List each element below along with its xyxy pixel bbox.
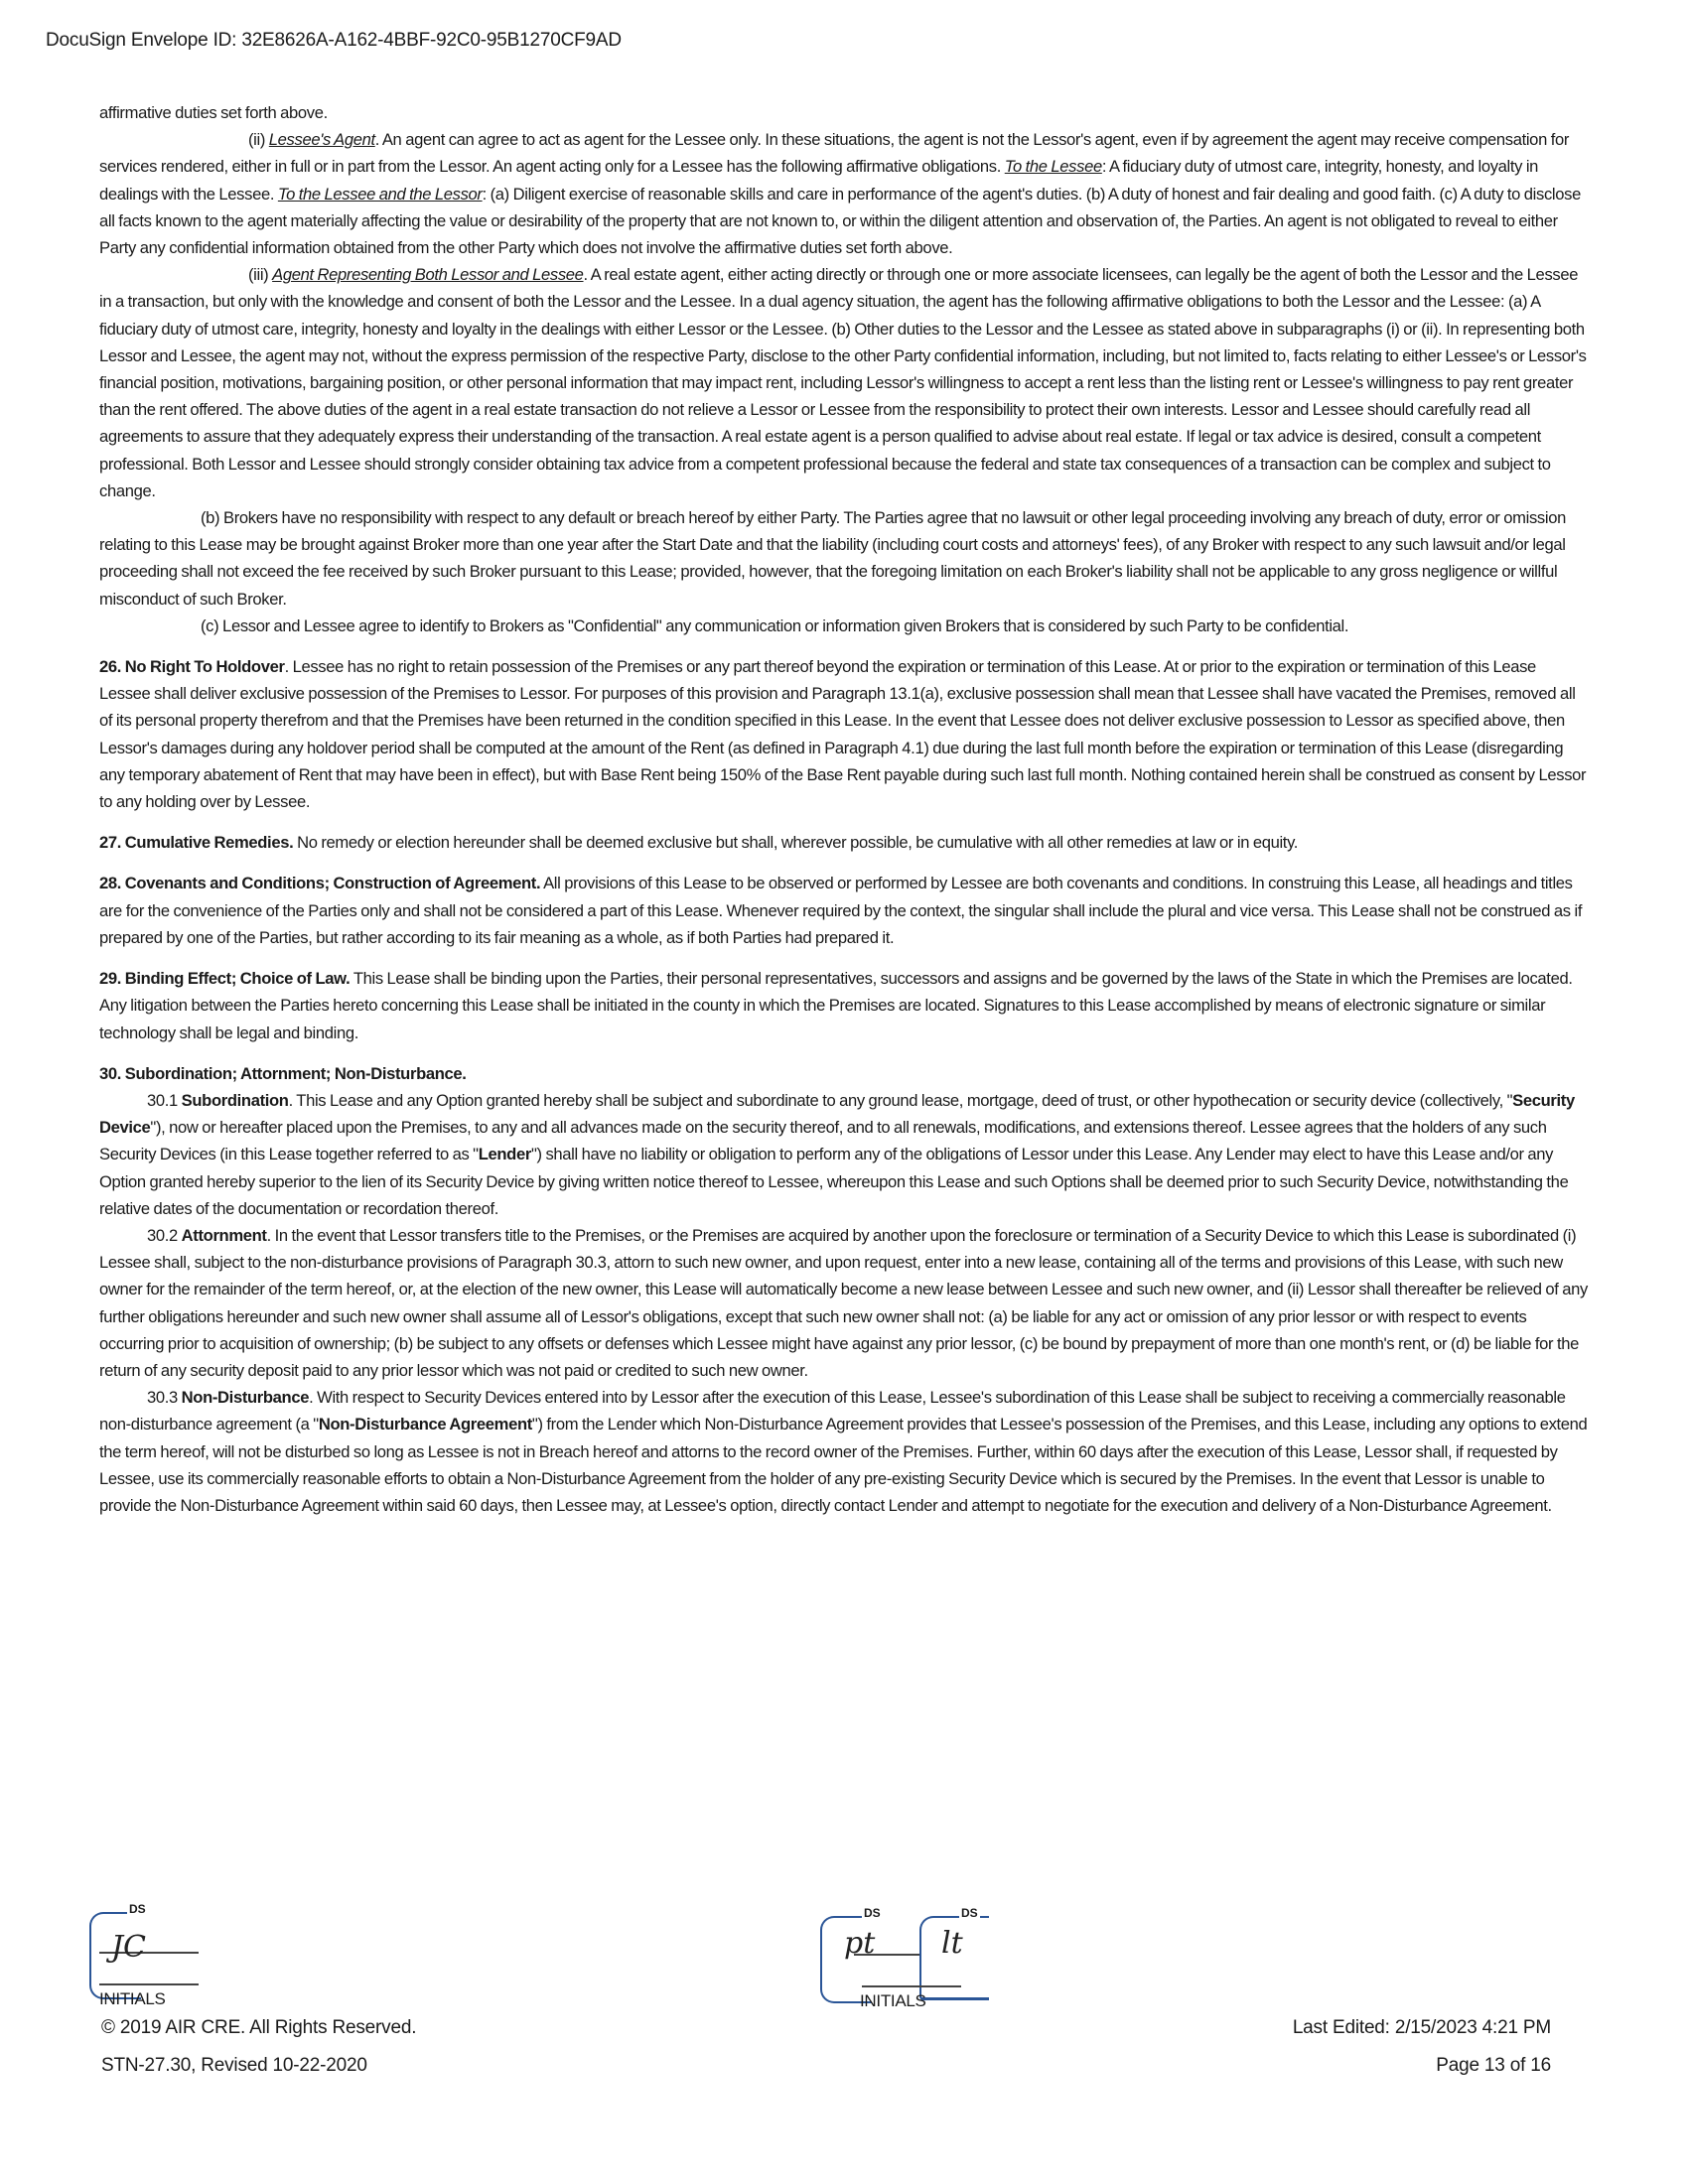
underlined-term: To the Lessee [1004,157,1102,177]
text-run: ") shall have no liability or obligation to perform any of the obligations of Lessor under this Lease. Any Lender may elect to have this Lease and/or any Option granted hereby superior to the lien of its Security Device by giving written notice thereof to Lessee, whereupon this Lease and such Options shall be deemed prior to such Security Device, notwithstanding the relative dates of the documentation or recordation thereof. [99,1145,1569,1218]
text-run: : A fiduciary duty of utmost care, integrity, honesty, and loyalty in dealings with the Lessee. [99,157,1539,204]
underlined-term: Agent Representing Both Lessor and Lessee [272,265,584,285]
paragraph [99,965,1589,1046]
ds-label: DS [961,1906,978,1920]
ds-label: DS [129,1902,146,1916]
ds-label: DS [864,1906,881,1920]
text-run: . This Lease and any Option granted hereby shall be subject and subordinate to any ground lease, mortgage, deed of trust, or other hypothecation or security device (collectively, " [288,1090,1513,1110]
underlined-term: To the Lessee and the Lessor [277,184,483,204]
paragraph [99,829,1589,856]
text-run: . With respect to Security Devices entered into by Lessor after the execution of this Lease, Lessee's subordination of this Lease shall be subject to receiving a commercially reasonable non-disturbance agreement (a " [99,1388,1566,1434]
paragraph [99,1087,1589,1222]
underlined-term: Lessee's Agent [268,130,375,150]
text-run: All provisions of this Lease to be observed or performed by Lessee are both covenants and conditions. In construing this Lease, all headings and titles are for the convenience of the Parties only and shall not be considered a part of this Lease. Whenever required by the context, the singular shall include the plural and vice versa. This Lease shall not be construed as if prepared by one of the Parties, but rather according to its fair meaning as a whole, as if both Parties had prepared it. [99,874,1583,947]
footer-last-edited: Last Edited: 2/15/2023 4:21 PM [1292,2017,1551,2038]
footer-copyright: © 2019 AIR CRE. All Rights Reserved. [101,2017,417,2038]
text-run: . In the event that Lessor transfers title to the Premises, or the Premises are acquired by another upon the foreclosure or termination of a Security Device to which this Lease is subordinated (i) Lessee shall, subject to the non-disturbance provisions of Paragraph 30.3, attorn to such new owner, and upon request, enter into a new lease, containing all of the terms and provisions of this Lease, with such new owner for the remainder of the term hereof, or, at the election of the new owner, this Lease will automatically become a new lease between Lessee and such new owner, and (ii) Lessor shall thereafter be relieved of any further obligations hereunder and such new owner shall assume all of Lessor's obligations, except that such new owner shall not: (a) be liable for any act or omission of any prior lessor or with respect to events occurring prior to acquisition of ownership; (b) be subject to any offsets or defenses which Lessee might have against any prior lessor, (c) be bound by prepayment of more than one month's rent, or (d) be liable for the return of any security deposit paid to any prior lessor which was not paid or credited to such new owner. [99,1225,1588,1380]
text-run: No remedy or election hereunder shall be deemed exclusive but shall, wherever possible, be cumulative with all other remedies at law or in equity. [293,833,1299,853]
paragraph [99,870,1589,951]
text-run: (iii) [248,265,273,285]
text-run: . A real estate agent, either acting directly or through one or more associate licensees, can legally be the agent of both the Lessor and the Lessee in a transaction, but only with the knowledge and consent of both the Lessor and the Lessee. In a dual agency situation, the agent has the following affirmative obligations to both the Lessor and the Lessee: (a) A fiduciary duty of utmost care, integrity, honesty and loyalty in the dealings with either Lessor or the Lessee. (b) Other duties to the Lessor and the Lessee as stated above in subparagraphs (i) or (ii). In representing both Lessor and Lessee, the agent may not, without the express permission of the respective Party, disclose to the other Party confidential information, including, but not limited to, facts relating to either Lessee's or Lessor's financial position, motivations, bargaining position, or other personal information that may impact rent, including Lessor's willingness to accept a rent less than the listing rent or Lessee's willingness to pay rent greater than the rent offered. The above duties of the agent in a real estate transaction do not relieve a Lessor or Lessee from the responsibility to protect their own interests. Lessor and Lessee should carefully read all agreements to assure that they adequately express their understanding of the transaction. A real estate agent is a person qualified to advise about real estate. If legal or tax advice is desired, consult a competent professional. Both Lessor and Lessee should strongly consider obtaining tax advice from a competent professional because the federal and state tax consequences of a transaction can be complex and subject to change. [99,265,1587,500]
text-run: 30.1 [147,1090,182,1110]
text-run: 30.2 [147,1225,182,1245]
lessee-initials-signature-1[interactable]: pt [844,1926,876,1961]
paragraph [99,1384,1589,1519]
lessee-initials-signature-2[interactable]: lt [941,1926,963,1961]
text-run: 30.3 [147,1388,182,1408]
lessor-initials-signature[interactable]: JC [111,1930,146,1965]
text-run: (ii) [248,130,269,150]
text-run: . An agent can agree to act as agent for the Lessee only. In these situations, the agent is not the Lessor's agent, even if by agreement the agent may receive compensation for services rendered, either in full or in part from the Lessor. An agent acting only for a Lessee has the following affirmative obligations. [99,130,1570,177]
initials-label-lessee: INITIALS [860,1991,926,2010]
bold-heading: Non-Disturbance Agreement [318,1415,532,1434]
text-run: (c) Lessor and Lessee agree to identify to Brokers as "Confidential" any communication or information given Brokers that is considered by such Party to be confidential. [201,615,1349,635]
text-run: : (a) Diligent exercise of reasonable skills and care in performance of the agent's duties. (b) A duty of honest and fair dealing and good faith. (c) A duty to disclose all facts known to the agent materially affecting the value or desirability of the property that are not known to, or within the diligent attention and observation of, the Parties. An agent is not obligated to reveal to either Party any confidential information obtained from the other Party which does not involve the affirmative duties set forth above. [99,184,1581,258]
paragraph [99,504,1589,613]
paragraph [99,126,1589,261]
text-run: "), now or hereafter placed upon the Premises, to any and all advances made on the security thereof, and to all renewals, modifications, and extensions thereof. Lessee agrees that the holders of any such Security Devices (in this Lease together referred to as " [99,1118,1547,1164]
text-run: This Lease shall be binding upon the Parties, their personal representatives, successors and assigns and be governed by the laws of the State in which the Premises are located. Any litigation between the Parties hereto concerning this Lease shall be initiated in the county in which the Premises are located. Signatures to this Lease accomplished by means of electronic signature or similar technology shall be legal and binding. [99,969,1573,1042]
bold-heading: 30. Subordination; Attornment; Non-Disturbance. [99,1063,467,1083]
bold-heading: Subordination [181,1090,289,1110]
bold-heading: Attornment [181,1225,267,1245]
bold-heading: 26. No Right To Holdover [99,657,285,677]
bold-heading: Lender [478,1145,531,1164]
footer-page-number: Page 13 of 16 [1436,2055,1551,2076]
bold-heading: Security Device [99,1090,1575,1138]
paragraph [99,613,1589,639]
paragraph [99,261,1589,504]
text-run: (b) Brokers have no responsibility with respect to any default or breach hereof by either Party. The Parties agree that no lawsuit or other legal proceeding involving any breach of duty, error or omission relating to this Lease may be brought against Broker more than one year after the Start Date and that the liability (including court costs and attorneys' fees), of any Broker with respect to any such lawsuit and/or legal proceeding shall not exceed the fee received by such Broker pursuant to this Lease; provided, however, that the foregoing limitation on each Broker's liability shall not be applicable to any gross negligence or willful misconduct of such Broker. [99,508,1566,609]
document-body [99,99,1589,1519]
initials-underline [862,1985,961,1987]
bold-heading: 27. Cumulative Remedies. [99,833,294,853]
paragraph [99,1060,1589,1087]
initials-underline [99,1983,199,1985]
bold-heading: 29. Binding Effect; Choice of Law. [99,969,351,989]
text-run: ") from the Lender which Non-Disturbance Agreement provides that Lessee's possession of the Premises, and this Lease, including any options to extend the term hereof, will not be disturbed so long as Lessee is not in Breach hereof and attorns to the record owner of the Premises. Further, within 60 days after the execution of this Lease, Lessor shall, if requested by Lessee, use its commercially reasonable efforts to obtain a Non-Disturbance Agreement from the holder of any pre-existing Security Device which is secured by the Premises. In the event that Lessor is unable to provide the Non-Disturbance Agreement within said 60 days, then Lessee may, at Lessee's option, directly contact Lender and attempt to negotiate for the execution and delivery of a Non-Disturbance Agreement. [99,1415,1588,1515]
text-run: . Lessee has no right to retain possession of the Premises or any part thereof beyond the expiration or termination of this Lease. At or prior to the expiration or termination of this Lease Lessee shall deliver exclusive possession of the Premises to Lessor. For purposes of this provision and Paragraph 13.1(a), exclusive possession shall mean that Lessee shall have vacated the Premises, removed all of its personal property therefrom and that the Premises have been returned in the condition specified in this Lease. In the event that Lessee does not deliver exclusive possession to Lessor as specified above, then Lessor's damages during any holdover period shall be computed at the amount of the Rent (as defined in Paragraph 4.1) due during the last full month before the expiration or termination of this Lease (disregarding any temporary abatement of Rent that may have been in effect), but with Base Rent being 150% of the Base Rent payable during such last full month. Nothing contained herein shall be construed as consent by Lessor to any holding over by Lessee. [99,657,1587,812]
bold-heading: 28. Covenants and Conditions; Construction of Agreement. [99,874,541,893]
paragraph [99,99,1589,126]
initials-label-lessor: INITIALS [99,1989,166,2008]
bold-heading: Non-Disturbance [181,1388,310,1408]
footer-form-id: STN-27.30, Revised 10-22-2020 [101,2055,367,2076]
docusign-envelope-id: DocuSign Envelope ID: 32E8626A-A162-4BBF-92C0-95B1270CF9AD [46,30,622,51]
paragraph [99,653,1589,815]
paragraph [99,1222,1589,1384]
text-run: affirmative duties set forth above. [99,103,328,122]
